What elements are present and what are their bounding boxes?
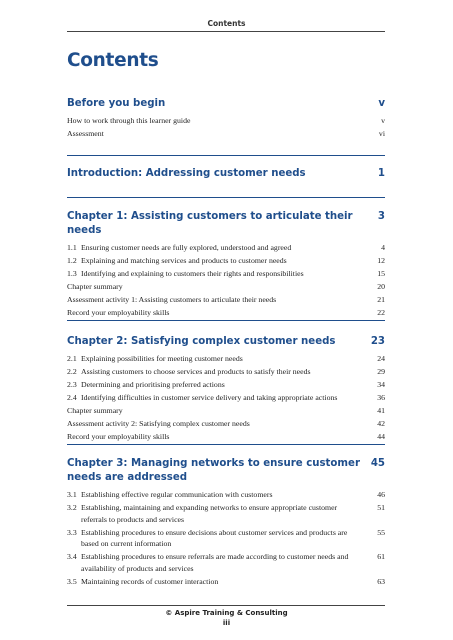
header-rule <box>67 31 385 32</box>
footer-rule <box>67 605 385 606</box>
toc-entry-number: 3.4 <box>67 552 77 561</box>
toc-entry <box>67 294 385 306</box>
page-number: iii <box>222 619 231 627</box>
toc-entry-number: 2.4 <box>67 393 77 402</box>
toc-entry-title: Establishing procedures to ensure referrals are made according to customer needs and availability of products and services <box>81 552 349 573</box>
toc-entry-number: 1.2 <box>67 256 77 265</box>
toc-entry-title: Identifying and explaining to customers their rights and responsibilities <box>81 269 304 278</box>
toc-entry <box>67 392 385 404</box>
toc-entry-page: 63 <box>377 576 385 586</box>
toc-entry <box>67 115 385 127</box>
page-title: Contents <box>67 50 159 71</box>
toc-entry-title: Record your employability skills <box>67 308 170 317</box>
copyright-footer: © Aspire Training & Consulting <box>165 609 288 617</box>
toc-entry-page: 44 <box>377 432 385 441</box>
toc-entry-page: 51 <box>377 503 385 512</box>
toc-entry-page: 22 <box>377 308 385 317</box>
toc-heading <box>67 335 385 349</box>
toc-entry-title: Maintaining records of customer interaction <box>81 576 219 586</box>
toc-entry <box>67 353 385 365</box>
toc-entry-title: How to work through this learner guide <box>67 116 191 125</box>
toc-entry-title: Assessment <box>67 129 104 138</box>
toc-entry-number: 3.3 <box>67 527 77 537</box>
toc-entry-page: 20 <box>377 282 385 291</box>
toc-entry-number: 1.3 <box>67 269 77 278</box>
toc-entry-page: 15 <box>377 269 385 278</box>
toc-entry-page: 61 <box>377 552 385 561</box>
toc-heading-page: 23 <box>370 336 385 347</box>
toc-heading <box>67 457 385 485</box>
toc-entry <box>67 502 385 525</box>
toc-entry <box>67 576 385 588</box>
toc-heading-title: Chapter 3: Managing networks to ensure customer needs are addressed <box>67 458 360 483</box>
toc-entry <box>67 489 385 501</box>
toc-heading-page: 3 <box>377 211 385 222</box>
toc-heading-page: v <box>378 98 385 109</box>
toc-section <box>67 155 385 197</box>
toc-entry <box>67 379 385 391</box>
toc-entry <box>67 418 385 430</box>
toc-entry-title: Assisting customers to choose services and products to satisfy their needs <box>81 367 311 376</box>
toc-entry-page: 34 <box>377 380 385 389</box>
toc-entry-page: 36 <box>377 393 385 402</box>
toc-entry-number: 3.2 <box>67 503 77 512</box>
toc-entry-title: Establishing effective regular communication with customers <box>81 490 273 499</box>
toc-entry-title: Establishing procedures to ensure decisions about customer services and products are based on current information <box>81 527 348 548</box>
toc-entry-page: 12 <box>377 256 385 265</box>
toc-entry-page: 41 <box>377 406 385 415</box>
toc-entry-title: Ensuring customer needs are fully explored, understood and agreed <box>81 243 292 252</box>
toc-entry-page: 24 <box>377 354 385 363</box>
toc-entry-title: Assessment activity 1: Assisting customers to articulate their needs <box>67 295 277 304</box>
toc-entry <box>67 366 385 378</box>
toc-entry-number: 3.1 <box>67 490 77 499</box>
toc-entry-page: 46 <box>377 490 385 499</box>
toc-entry-title: Assessment activity 2: Satisfying complex customer needs <box>67 419 250 428</box>
toc-section <box>67 320 385 443</box>
toc-entry-page: 55 <box>377 527 385 537</box>
toc-entry <box>67 281 385 293</box>
toc-section <box>67 444 385 587</box>
toc-entry <box>67 242 385 254</box>
toc-heading <box>67 167 385 181</box>
toc-entry-title: Record your employability skills <box>67 432 170 441</box>
toc-entry-page: 42 <box>377 419 385 428</box>
toc-entry-page: vi <box>378 129 385 138</box>
toc-entry-page: 4 <box>381 243 385 252</box>
toc-entry <box>67 405 385 417</box>
toc-entry-number: 2.1 <box>67 354 77 363</box>
toc-section <box>67 97 385 155</box>
toc-heading <box>67 97 385 111</box>
toc-entry-number: 2.3 <box>67 380 77 389</box>
toc-heading <box>67 210 385 238</box>
toc-entry-title: Chapter summary <box>67 282 123 291</box>
toc-entry <box>67 527 385 550</box>
toc-heading-title: Before you begin <box>67 98 166 109</box>
toc-entry <box>67 255 385 267</box>
toc-entry <box>67 128 385 140</box>
toc-section <box>67 197 385 319</box>
toc-heading-page: 1 <box>377 168 385 179</box>
toc-entry-title: Explaining and matching services and products to customer needs <box>81 256 287 265</box>
toc-entry-page: 29 <box>377 367 385 376</box>
toc-heading-page: 45 <box>370 458 385 469</box>
toc-entry-page: v <box>381 116 385 125</box>
toc-heading-title: Chapter 2: Satisfying complex customer needs <box>67 336 336 347</box>
toc-entry <box>67 431 385 443</box>
toc-entry-title: Determining and prioritising preferred actions <box>81 380 225 389</box>
toc-entry <box>67 307 385 319</box>
toc-entry <box>67 551 385 574</box>
toc-entry-title: Identifying difficulties in customer service delivery and taking appropriate actions <box>81 393 338 402</box>
running-head: Contents <box>207 19 246 28</box>
toc-entry-number: 3.5 <box>67 576 77 586</box>
toc-entry-title: Chapter summary <box>67 406 123 415</box>
toc-entry-title: Explaining possibilities for meeting customer needs <box>81 354 243 363</box>
table-of-contents <box>67 97 385 589</box>
toc-entry-number: 1.1 <box>67 243 77 252</box>
toc-heading-title: Chapter 1: Assisting customers to articulate their needs <box>67 211 353 236</box>
toc-entry-page: 21 <box>377 295 385 304</box>
toc-entry <box>67 268 385 280</box>
toc-heading-title: Introduction: Addressing customer needs <box>67 168 306 179</box>
toc-entry-title: Establishing, maintaining and expanding networks to ensure appropriate customer referrals to products and services <box>81 503 338 524</box>
toc-entry-number: 2.2 <box>67 367 77 376</box>
